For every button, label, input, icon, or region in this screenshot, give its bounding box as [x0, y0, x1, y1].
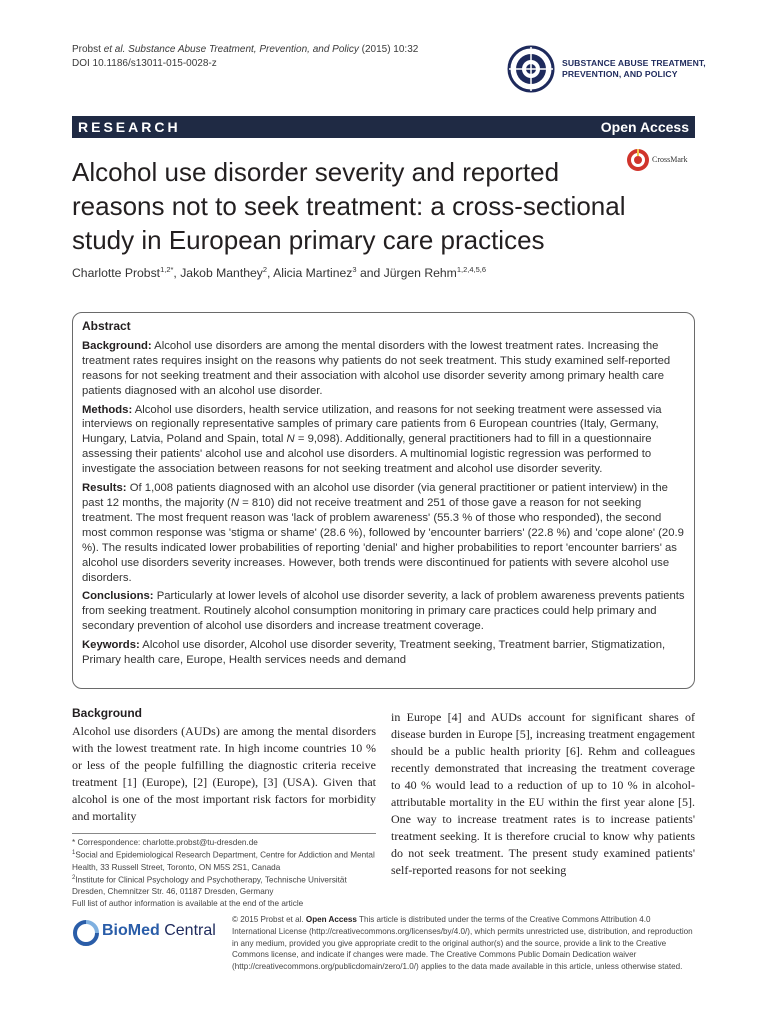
article-title: Alcohol use disorder severity and reported reasons not to seek treatment: a cross-sectional study in European primary care practices [72, 157, 626, 255]
footnote-divider [72, 833, 376, 834]
biomed-central-emblem-icon [72, 919, 100, 947]
author: Jakob Manthey$^2$, [180, 265, 274, 281]
abstract-results: Results: Of 1,008 patients diagnosed with an alcohol use disorder (via general practitioner or patient interview) in the past 12 months, the majority (N = 810) did not receive treatment and 251 of those gave a reason for not seeking treatment. The most frequent reason was 'lack of problem awareness' (55.3 % of those who responded), the second most common response was 'stigma or shame' (28.6 %), followed by 'encounter barriers' (22.8 %) and 'cope alone' (20.9 %). The results indicated lower probabilities of reporting 'denial' and higher probabilities to report 'encounter barriers' as alcohol use disorders severity increases. However, both trends were discontinued for patients with severe alcohol use disorders. [82, 482, 684, 584]
crossmark-badge[interactable] [626, 148, 706, 174]
publisher-name: BioMed Central [102, 922, 216, 939]
body-paragraph: Alcohol use disorders (AUDs) are among the mental disorders with the lowest treatment rate. In high income countries 10 % or less of the people fulfilling the diagnostic criteria receive treatment [1] (Europe), [2] (Europe), [3] (USA). Given that alcohol is one of the most important risk factors for morbidity and mortality [72, 724, 376, 823]
running-header [72, 43, 512, 71]
publisher-logo [72, 918, 222, 948]
citation-line: Probst et al. Substance Abuse Treatment, Prevention, and Policy (2015) 10:32 [72, 44, 419, 55]
author: Charlotte Probst$^{1,2*}$, [72, 265, 181, 281]
correspondence-note: * Correspondence: charlotte.probst@tu-dresden.de [72, 838, 258, 847]
abstract-keywords: Keywords: Alcohol use disorder, Alcohol use disorder severity, Treatment seeking, Treatment barrier, Stigmatization, Primary health care, Europe, Health services needs and demand [82, 639, 666, 667]
body-column-left [72, 706, 376, 825]
footnotes [72, 837, 378, 909]
author: Alicia Martinez$^3$ and [273, 265, 384, 281]
affiliation-2: $^2$Institute for Clinical Psychology and Psychotherapy, Technische Universität Dresden, Chemnitzer Str. 46, 01187 Dresden, Germany [72, 874, 347, 897]
body-column-right [391, 709, 695, 879]
license-text: © 2015 Probst et al. Open Access This article is distributed under the terms of the Creative Commons Attribution 4.0 International License (http://creativecommons.org/licenses/by/4.0/), which permits unrestricted use, distribution, and reproduction in any medium, provided you give appropriate credit to the original author(s) and the source, provide a link to the Creative Commons license, and indicate if changes were made. The Creative Commons Public Domain Dedication waiver (http://creativecommons.org/publicdomain/zero/1.0/) applies to the data made available in this article, unless otherwise stated. [232, 915, 693, 972]
article-type-banner [72, 116, 695, 138]
open-access-label: Open Access [600, 119, 689, 135]
section-heading: Background [72, 706, 143, 720]
author: Jürgen Rehm$^{1,2,4,5,6}$ [383, 265, 487, 281]
author-list [72, 265, 486, 280]
abstract-box [72, 312, 695, 689]
full-author-info-note: Full list of author information is available at the end of the article [72, 898, 304, 908]
crossmark-label: CrossMark [652, 155, 688, 164]
doi-text: DOI 10.1186/s13011-015-0028-z [72, 58, 217, 69]
journal-logo [506, 44, 706, 96]
abstract-heading: Abstract [82, 319, 131, 333]
body-paragraph: in Europe [4] and AUDs account for significant shares of disease burden in Europe [5], increasing treatment engagement should be a public health priority [6]. Rehm and colleagues recently demonstrated that increasing the treatment coverage to 40 % would lead to a reduction of up to 10 % in alcohol-attributable mortality in the EU within the first year alone [5]. One way to increase treatment rates is to increase patients' treatment seeking. It is therefore crucial to know why patients do not seek treatment. The present study examined patients' self-reported reasons for not seeking [391, 710, 695, 877]
journal-name: SUBSTANCE ABUSE TREATMENT, PREVENTION, AND POLICY [562, 58, 706, 79]
abstract-methods: Methods: Alcohol use disorders, health service utilization, and reasons for not seeking treatment were assessed via interviews on regionally representative samples of primary care patients from 6 European countries (Italy, Germany, Hungary, Latvia, Poland and Spain, total N = 9,098). Additionally, general practitioners had to fill in a questionnaire assessing their patients' alcohol use and alcohol use disorders. A multinomial logistic regression was performed to investigate the association between reasons for not seeking treatment and alcohol use disorder severity. [82, 403, 662, 476]
journal-emblem-icon [506, 44, 556, 94]
article-type: RESEARCH [78, 119, 181, 135]
abstract-conclusions: Conclusions: Particularly at lower levels of alcohol use disorder severity, a lack of problem awareness prevents patients from seeking treatment. Routinely alcohol consumption monitoring in primary care practices could help primary and secondary prevention of alcohol use disorders and increase treatment coverage. [82, 590, 685, 633]
crossmark-icon [626, 148, 650, 172]
abstract-background: Background: Alcohol use disorders are among the mental disorders with the lowest treatment rates. Increasing the treatment rates requires insight on the reasons why patients do not seek treatment. This study examined self-reported reasons for not seeking treatment and their association with alcohol use disorder severity among primary health care patients diagnosed with an alcohol use disorder. [82, 339, 671, 397]
affiliation-1: $^1$Social and Epidemiological Research Department, Centre for Addiction and Mental Health, 33 Russell Street, Toronto, ON M5S 2S1, Canada [72, 850, 375, 872]
